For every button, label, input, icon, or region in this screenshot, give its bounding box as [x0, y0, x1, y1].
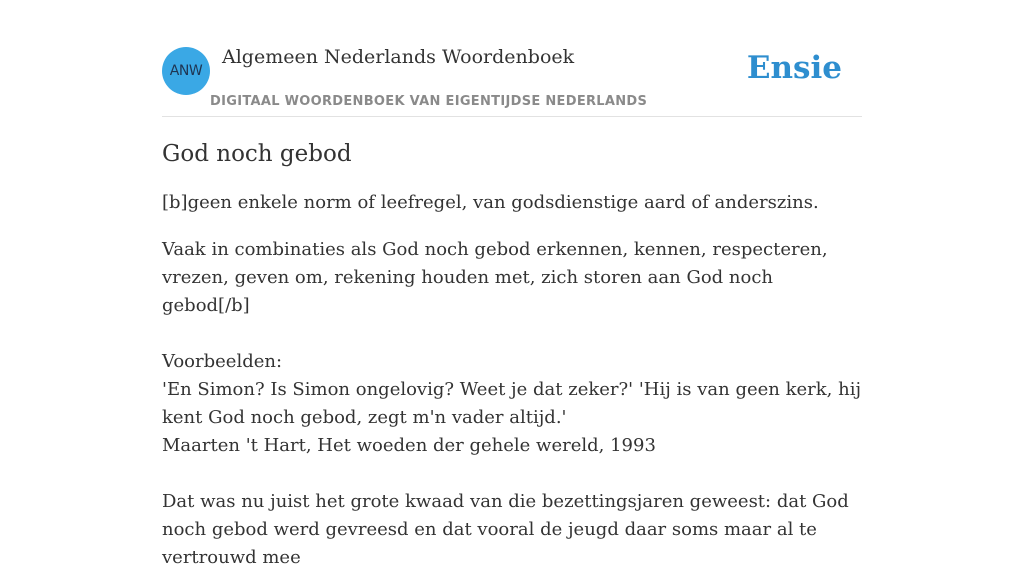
entry-usage-block: [162, 236, 862, 572]
spacer: [162, 320, 862, 348]
example-quote: 'En Simon? Is Simon ongelovig? Weet je dat zeker?' 'Hij is van geen kerk, hij kent God noch gebod, zegt m'n vader altijd.': [162, 379, 862, 428]
example-source: Maarten 't Hart, Het woeden der gehele wereld, 1993: [162, 435, 656, 456]
logo-text: ANW: [169, 63, 203, 79]
example-quote: Dat was nu juist het grote kwaad van die bezettingsjaren geweest: dat God noch gebod werd gevreesd en dat vooral de jeugd daar soms maar al te vertrouwd mee: [162, 491, 849, 568]
spacer: [162, 460, 862, 488]
site-subtitle: DIGITAAL WOORDENBOEK VAN EIGENTIJDSE NEDERLANDS: [210, 94, 648, 109]
usage-text: Vaak in combinaties als God noch gebod erkennen, kennen, respecteren, vrezen, geven om, rekening houden met, zich storen aan God noch gebod[/b]: [162, 239, 828, 316]
examples-label: Voorbeelden:: [162, 351, 283, 372]
entry-title: God noch gebod: [162, 141, 352, 167]
entry-content: [162, 138, 862, 572]
site-title[interactable]: Algemeen Nederlands Woordenboek: [222, 46, 575, 68]
anw-logo[interactable]: [162, 47, 210, 95]
site-header: [162, 40, 862, 117]
entry-definition: [b]geen enkele norm of leefregel, van godsdienstige aard of anderszins.: [162, 192, 819, 213]
ensie-brand-link[interactable]: Ensie: [746, 50, 842, 86]
